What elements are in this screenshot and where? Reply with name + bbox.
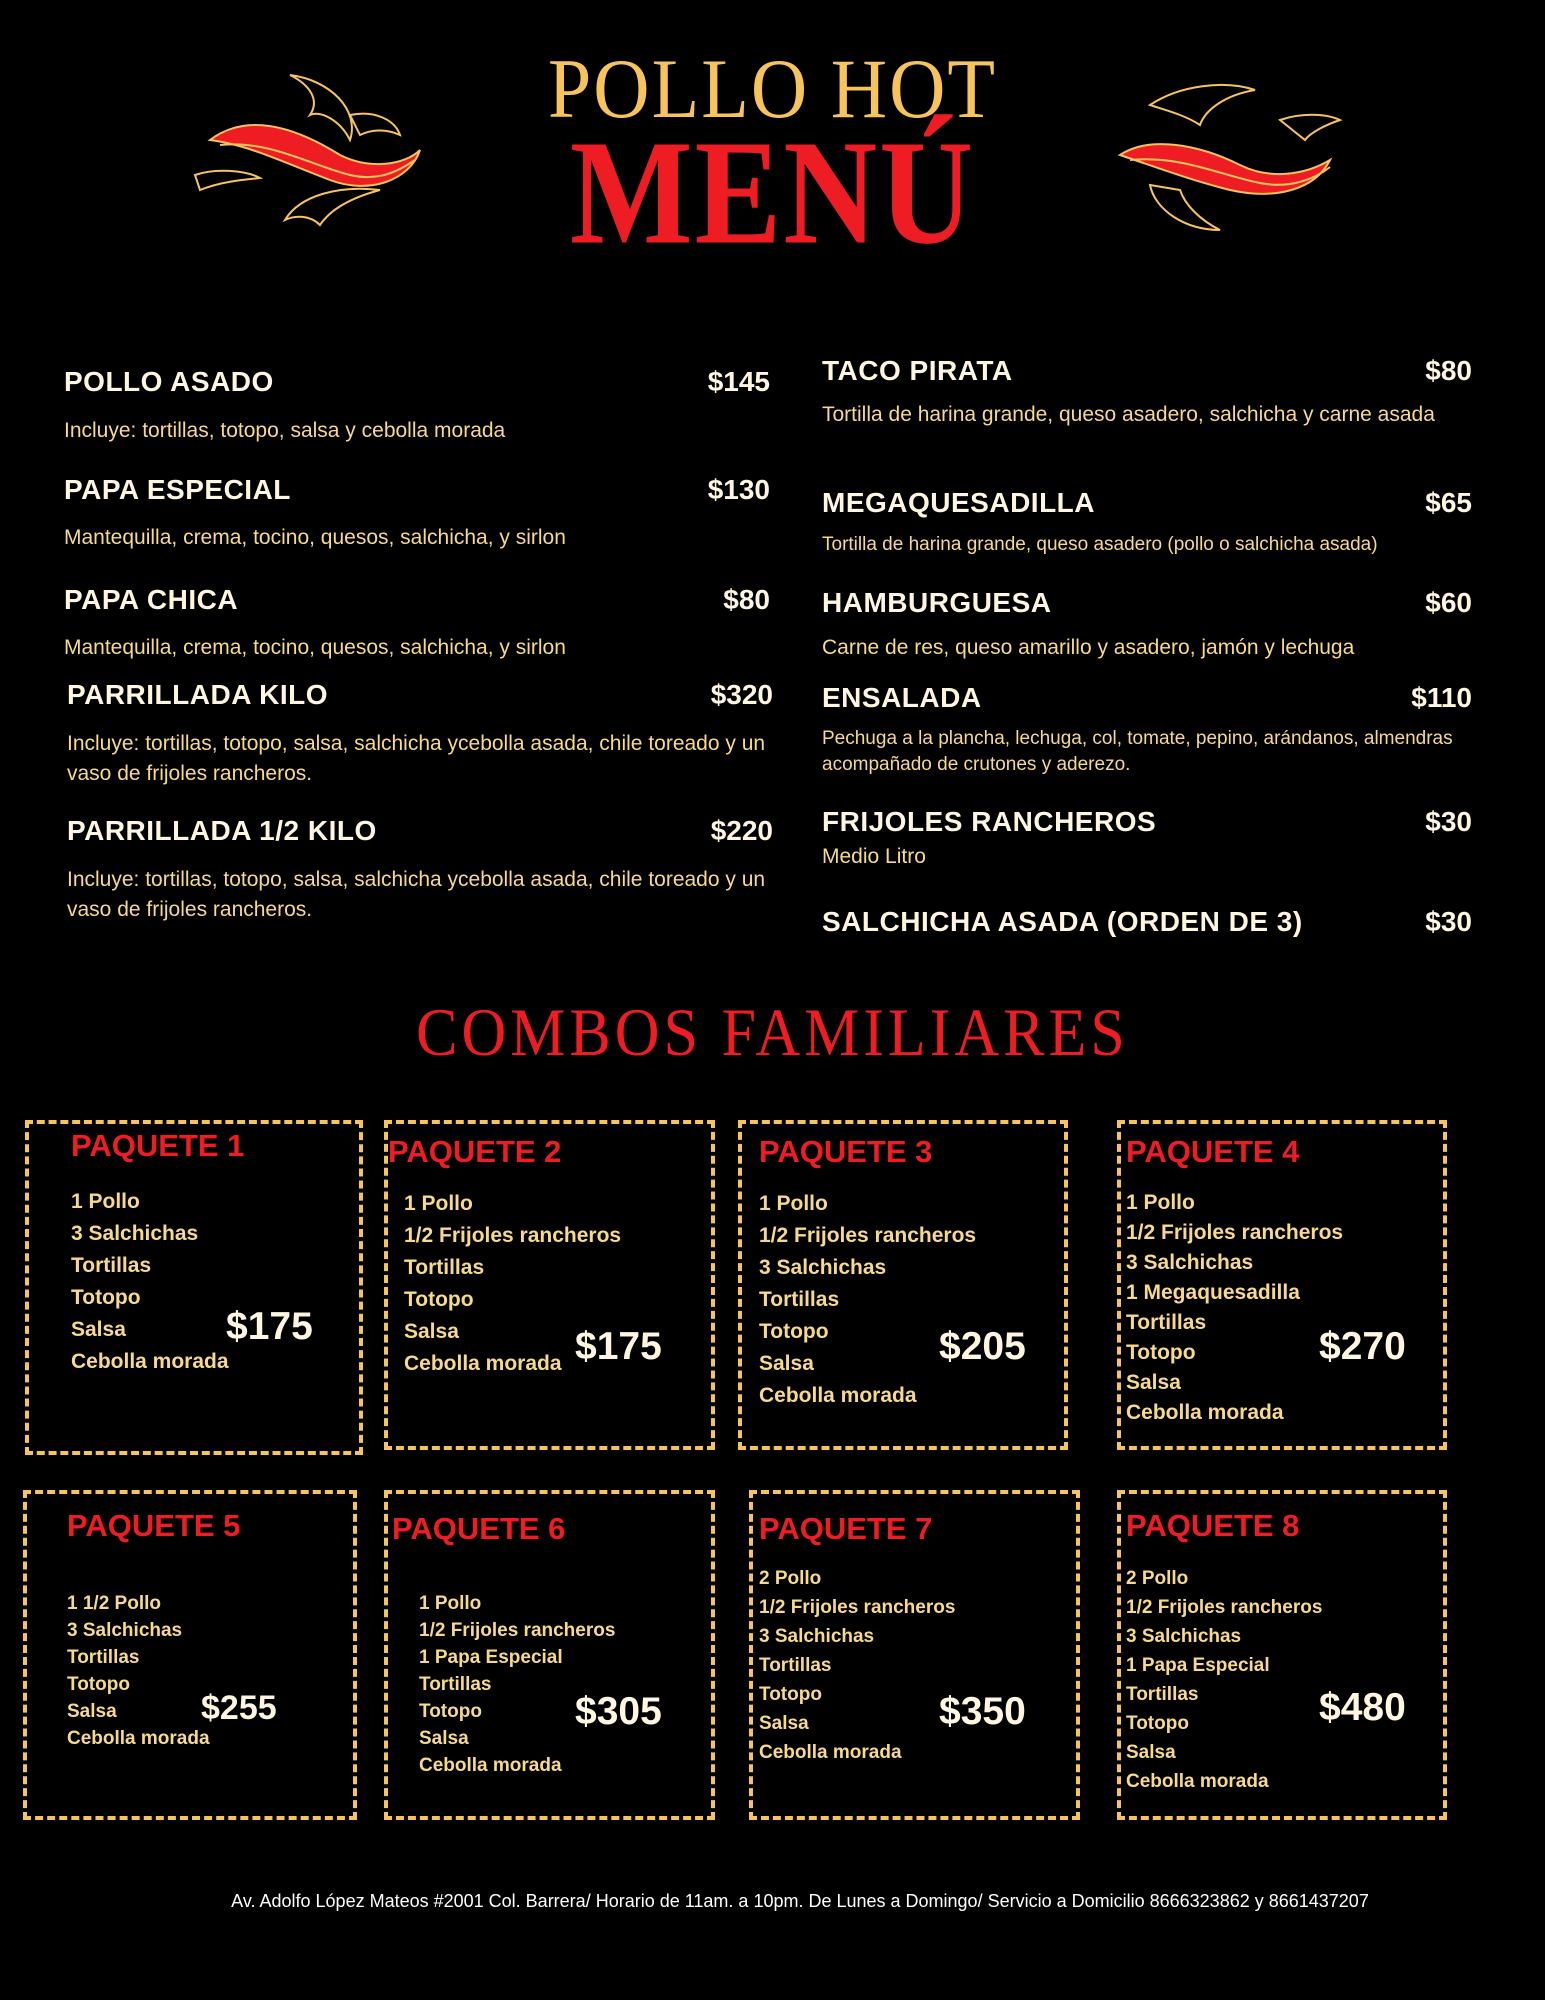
menu-item-name: PARRILLADA 1/2 KILO <box>67 815 377 846</box>
title-main: MENÚ <box>569 110 976 276</box>
menu-item-price: $80 <box>1425 355 1472 386</box>
combo-item: Tortillas <box>1126 1311 1207 1334</box>
combo-price: $480 <box>1319 1686 1406 1729</box>
menu-item-price: $220 <box>710 815 773 846</box>
combo-title: PAQUETE 3 <box>759 1134 933 1169</box>
combo-price: $305 <box>575 1690 662 1733</box>
combo-price: $350 <box>939 1690 1026 1733</box>
combo-item: Tortillas <box>1126 1684 1199 1705</box>
menu-item-name: PAPA CHICA <box>64 584 239 615</box>
combo-title: PAQUETE 1 <box>71 1128 245 1163</box>
menu-item-name: HAMBURGUESA <box>822 587 1052 618</box>
combo-item: Cebolla morada <box>759 1384 917 1407</box>
combo-price: $270 <box>1319 1325 1406 1368</box>
combo-items-list <box>759 1564 955 1767</box>
menu-item-desc: Mantequilla, crema, tocino, quesos, salchicha, y sirlon <box>64 526 566 549</box>
combo-item: Totopo <box>404 1288 474 1311</box>
combo-item: 2 Pollo <box>759 1568 822 1589</box>
footer-info: Av. Adolfo López Mateos #2001 Col. Barrera/ Horario de 11am. a 10pm. De Lunes a Domingo/ Servicio a Domicilio 8666323862 y 8661437207 <box>231 1891 1369 1911</box>
combo-item: 1 Papa Especial <box>419 1647 563 1668</box>
menu-item-name: POLLO ASADO <box>64 366 274 397</box>
menu-item-price: $80 <box>723 584 770 615</box>
combo-item: Salsa <box>419 1728 469 1749</box>
combo-item: Salsa <box>67 1701 117 1722</box>
combo-item: 3 Salchichas <box>1126 1626 1242 1647</box>
combo-item: 1/2 Frijoles rancheros <box>759 1224 977 1247</box>
combo-item: 1/2 Frijoles rancheros <box>1126 1597 1323 1618</box>
menu-item-price: $60 <box>1425 587 1472 618</box>
combo-item: 1/2 Frijoles rancheros <box>404 1224 622 1247</box>
combo-item: Salsa <box>759 1713 809 1734</box>
menu-item-price: $30 <box>1425 906 1472 937</box>
combo-item: Tortillas <box>759 1655 832 1676</box>
menu-item-name: PARRILLADA KILO <box>67 679 329 710</box>
combo-item: Tortillas <box>759 1288 840 1311</box>
menu-item-desc: Medio Litro <box>822 845 926 868</box>
menu-item-price: $145 <box>707 366 770 397</box>
combo-item: Salsa <box>759 1352 814 1375</box>
combo-title: PAQUETE 2 <box>388 1134 562 1169</box>
menu-item-desc: Pechuga a la plancha, lechuga, col, tomate, pepino, arándanos, almendras acompañado de crutones y aderezo. <box>822 728 1453 775</box>
menu-item-price: $320 <box>710 679 773 710</box>
menu-item-name: ENSALADA <box>822 682 982 713</box>
combo-item: 2 Pollo <box>1126 1568 1189 1589</box>
combo-item: Tortillas <box>404 1256 485 1279</box>
combo-item: 1 Megaquesadilla <box>1126 1281 1300 1304</box>
combo-item: 3 Salchichas <box>67 1620 183 1641</box>
menu-item-desc: Incluye: tortillas, totopo, salsa y cebolla morada <box>64 419 506 442</box>
combo-item: Tortillas <box>67 1647 140 1668</box>
combo-item: 1 Pollo <box>759 1192 828 1215</box>
menu-item-desc: Incluye: tortillas, totopo, salsa, salchicha ycebolla asada, chile toreado y un vaso de frijoles rancheros. <box>67 732 766 785</box>
combo-item: 1/2 Frijoles rancheros <box>1126 1221 1344 1244</box>
menu-item-price: $110 <box>1411 682 1472 713</box>
combo-item: Salsa <box>1126 1742 1176 1763</box>
combo-item: 1/2 Frijoles rancheros <box>419 1620 616 1641</box>
combo-item: Totopo <box>759 1684 822 1705</box>
combo-price: $255 <box>201 1689 277 1727</box>
combo-item: Cebolla morada <box>1126 1771 1269 1792</box>
combo-item: Salsa <box>1126 1371 1181 1394</box>
combo-items-list <box>419 1590 615 1779</box>
combo-item: 3 Salchichas <box>1126 1251 1254 1274</box>
combo-price: $205 <box>939 1325 1026 1368</box>
menu-item-desc: Tortilla de harina grande, queso asadero (pollo o salchicha asada) <box>822 534 1378 555</box>
menu-item-desc: Tortilla de harina grande, queso asadero, salchicha y carne asada <box>822 403 1435 426</box>
combo-item: 3 Salchichas <box>71 1222 199 1245</box>
combo-item: Cebolla morada <box>67 1728 210 1749</box>
combo-item: 3 Salchichas <box>759 1256 887 1279</box>
combo-item: Totopo <box>759 1320 829 1343</box>
combo-items-list <box>67 1590 210 1752</box>
combo-title: PAQUETE 7 <box>759 1511 933 1546</box>
menu-item-desc: Mantequilla, crema, tocino, quesos, salchicha, y sirlon <box>64 636 566 659</box>
combo-item: Totopo <box>1126 1713 1189 1734</box>
combo-price: $175 <box>575 1325 662 1368</box>
combo-items-list <box>759 1188 976 1412</box>
combo-item: Salsa <box>404 1320 459 1343</box>
combo-item: 1 Pollo <box>71 1190 140 1213</box>
menu-item-name: PAPA ESPECIAL <box>64 474 291 505</box>
combo-item: 1 Pollo <box>404 1192 473 1215</box>
menu-item-desc: Carne de res, queso amarillo y asadero, jamón y lechuga <box>822 636 1355 659</box>
combo-items-list <box>1126 1564 1322 1796</box>
menu-item-name: TACO PIRATA <box>822 355 1013 386</box>
combo-price: $175 <box>226 1305 313 1348</box>
combo-item: 3 Salchichas <box>759 1626 875 1647</box>
combo-item: Tortillas <box>419 1674 492 1695</box>
combo-item: Totopo <box>67 1674 130 1695</box>
combo-item: 1/2 Frijoles rancheros <box>759 1597 956 1618</box>
combo-title: PAQUETE 5 <box>67 1508 241 1543</box>
combo-item: Totopo <box>419 1701 482 1722</box>
menu-item-price: $30 <box>1425 806 1472 837</box>
combo-item: Cebolla morada <box>759 1742 902 1763</box>
combo-title: PAQUETE 6 <box>392 1511 566 1546</box>
menu-item-price: $65 <box>1425 487 1472 518</box>
combos-title: COMBOS FAMILIARES <box>416 995 1129 1071</box>
combo-item: Cebolla morada <box>1126 1401 1284 1424</box>
combo-item: 1 1/2 Pollo <box>67 1593 161 1614</box>
combo-item: Salsa <box>71 1318 126 1341</box>
combo-item: Cebolla morada <box>419 1755 562 1776</box>
combo-item: 1 Papa Especial <box>1126 1655 1270 1676</box>
menu-item-price: $130 <box>707 474 770 505</box>
combo-item: Tortillas <box>71 1254 152 1277</box>
combo-title: PAQUETE 4 <box>1126 1134 1300 1169</box>
title-top: POLLO HOT <box>547 41 998 136</box>
combo-item: Totopo <box>71 1286 141 1309</box>
menu-item-desc: Incluye: tortillas, totopo, salsa, salchicha ycebolla asada, chile toreado y un vaso de frijoles rancheros. <box>67 868 766 921</box>
combo-item: 1 Pollo <box>1126 1191 1195 1214</box>
menu-item-name: SALCHICHA ASADA (ORDEN DE 3) <box>822 906 1303 937</box>
combo-item: Cebolla morada <box>404 1352 562 1375</box>
menu-item-name: MEGAQUESADILLA <box>822 487 1095 518</box>
combo-item: 1 Pollo <box>419 1593 482 1614</box>
combo-item: Totopo <box>1126 1341 1196 1364</box>
combo-items-list <box>1126 1188 1343 1428</box>
combo-items-list <box>71 1186 229 1378</box>
combo-item: Cebolla morada <box>71 1350 229 1373</box>
combo-title: PAQUETE 8 <box>1126 1508 1300 1543</box>
menu-item-name: FRIJOLES RANCHEROS <box>822 806 1157 837</box>
